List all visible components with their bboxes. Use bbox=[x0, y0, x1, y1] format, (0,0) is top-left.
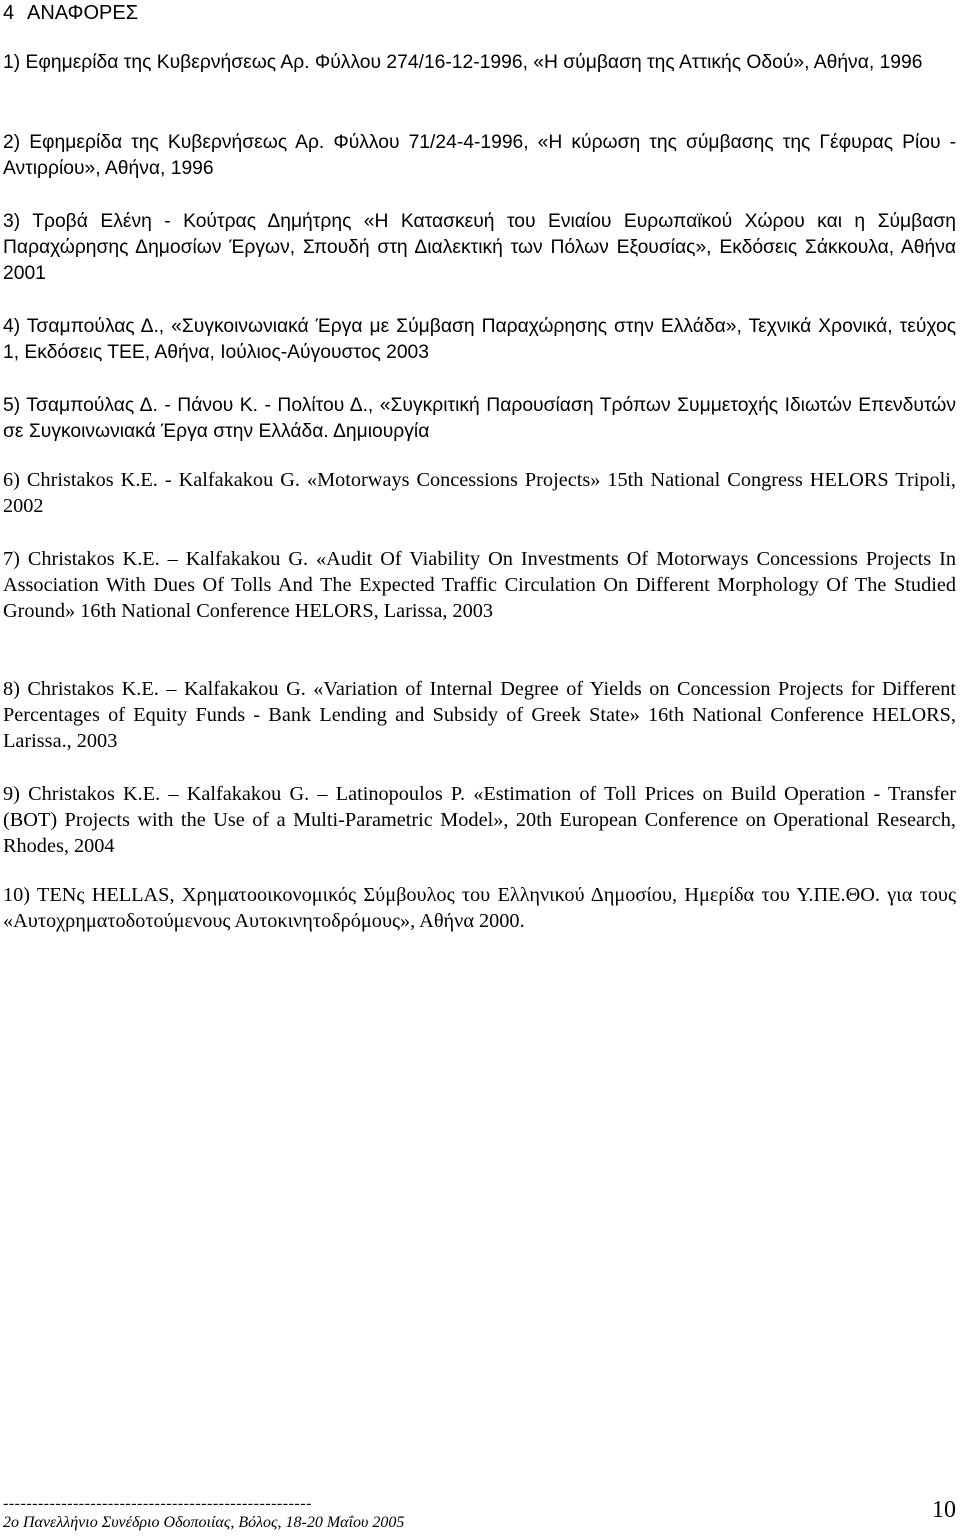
footer-conference: 2ο Πανελλήνιο Συνέδριο Οδοποιίας, Βόλος, 18-20 Μαΐου 2005 bbox=[3, 1514, 405, 1531]
reference-6: 6) Christakos K.E. - Kalfakakou G. «Motorways Concessions Projects» 15th National Congress HELORS Tripoli, 2002 bbox=[3, 469, 956, 517]
reference-2: 2) Εφημερίδα της Κυβερνήσεως Αρ. Φύλλου 71/24-4-1996, «Η κύρωση της σύμβασης της Γέφυρας Ρίου - Αντιρρίου», Αθήνα, 1996 bbox=[3, 132, 956, 179]
reference-1: 1) Εφημερίδα της Κυβερνήσεως Αρ. Φύλλου 274/16-12-1996, «Η σύμβαση της Αττικής Οδού», Αθήνα, 1996 bbox=[3, 52, 923, 73]
reference-4: 4) Τσαμπούλας Δ., «Συγκοινωνιακά Έργα με Σύμβαση Παραχώρησης στην Ελλάδα», Τεχνικά Χρονικά, τεύχος 1, Εκδόσεις ΤΕΕ, Αθήνα, Ιούλιος-Αύγουστος 2003 bbox=[3, 316, 956, 363]
section-title: ΑΝΑΦΟΡΕΣ bbox=[27, 2, 139, 24]
reference-8: 8) Christakos K.E. – Kalfakakou G. «Variation of Internal Degree of Yields on Concession Projects for Different Percentages of Equity Funds - Bank Lending and Subsidy of Greek State» 16th National Conference HELORS, Larissa., 2003 bbox=[3, 678, 956, 752]
reference-5: 5) Τσαμπούλας Δ. - Πάνου Κ. - Πολίτου Δ., «Συγκριτική Παρουσίαση Τρόπων Συμμετοχής Ιδιωτών Επενδυτών σε Συγκοινωνιακά Έργα στην Ελλάδα. Δημιουργία bbox=[3, 395, 956, 442]
reference-3: 3) Τροβά Ελένη - Κούτρας Δημήτρης «Η Κατασκευή του Ενιαίου Ευρωπαϊκού Χώρου και η Σύμβαση Παραχώρησης Δημοσίων Έργων, Σπουδή στη Διαλεκτική των Πόλων Εξουσίας», Εκδόσεις Σάκκουλα, Αθήνα 2001 bbox=[3, 211, 956, 284]
footer-rule: ----------------------------------------------------- bbox=[3, 1495, 312, 1512]
reference-9: 9) Christakos K.E. – Kalfakakou G. – Latinopoulos P. «Estimation of Toll Prices on Build Operation - Transfer (BOT) Projects with the Use of a Multi-Parametric Model», 20th European Conference on Operational Research, Rhodes, 2004 bbox=[3, 783, 956, 857]
page-number: 10 bbox=[932, 1497, 956, 1523]
section-number: 4 bbox=[3, 2, 15, 24]
section-heading bbox=[3, 1, 138, 25]
reference-10: 10) TENς HELLAS, Χρηματοοικονομικός Σύμβουλος του Ελληνικού Δημοσίου, Ημερίδα του Υ.ΠΕ.ΘΟ. για τους «Αυτοχρηματοδοτούμενους Αυτοκινητοδρόμους», Αθήνα 2000. bbox=[3, 884, 956, 932]
reference-7: 7) Christakos K.E. – Kalfakakou G. «Audit Of Viability On Investments Of Motorways Concessions Projects In Association With Dues Of Tolls And The Expected Traffic Circulation On Different Morphology Of The Studied Ground» 16th National Conference HELORS, Larissa, 2003 bbox=[3, 548, 956, 622]
